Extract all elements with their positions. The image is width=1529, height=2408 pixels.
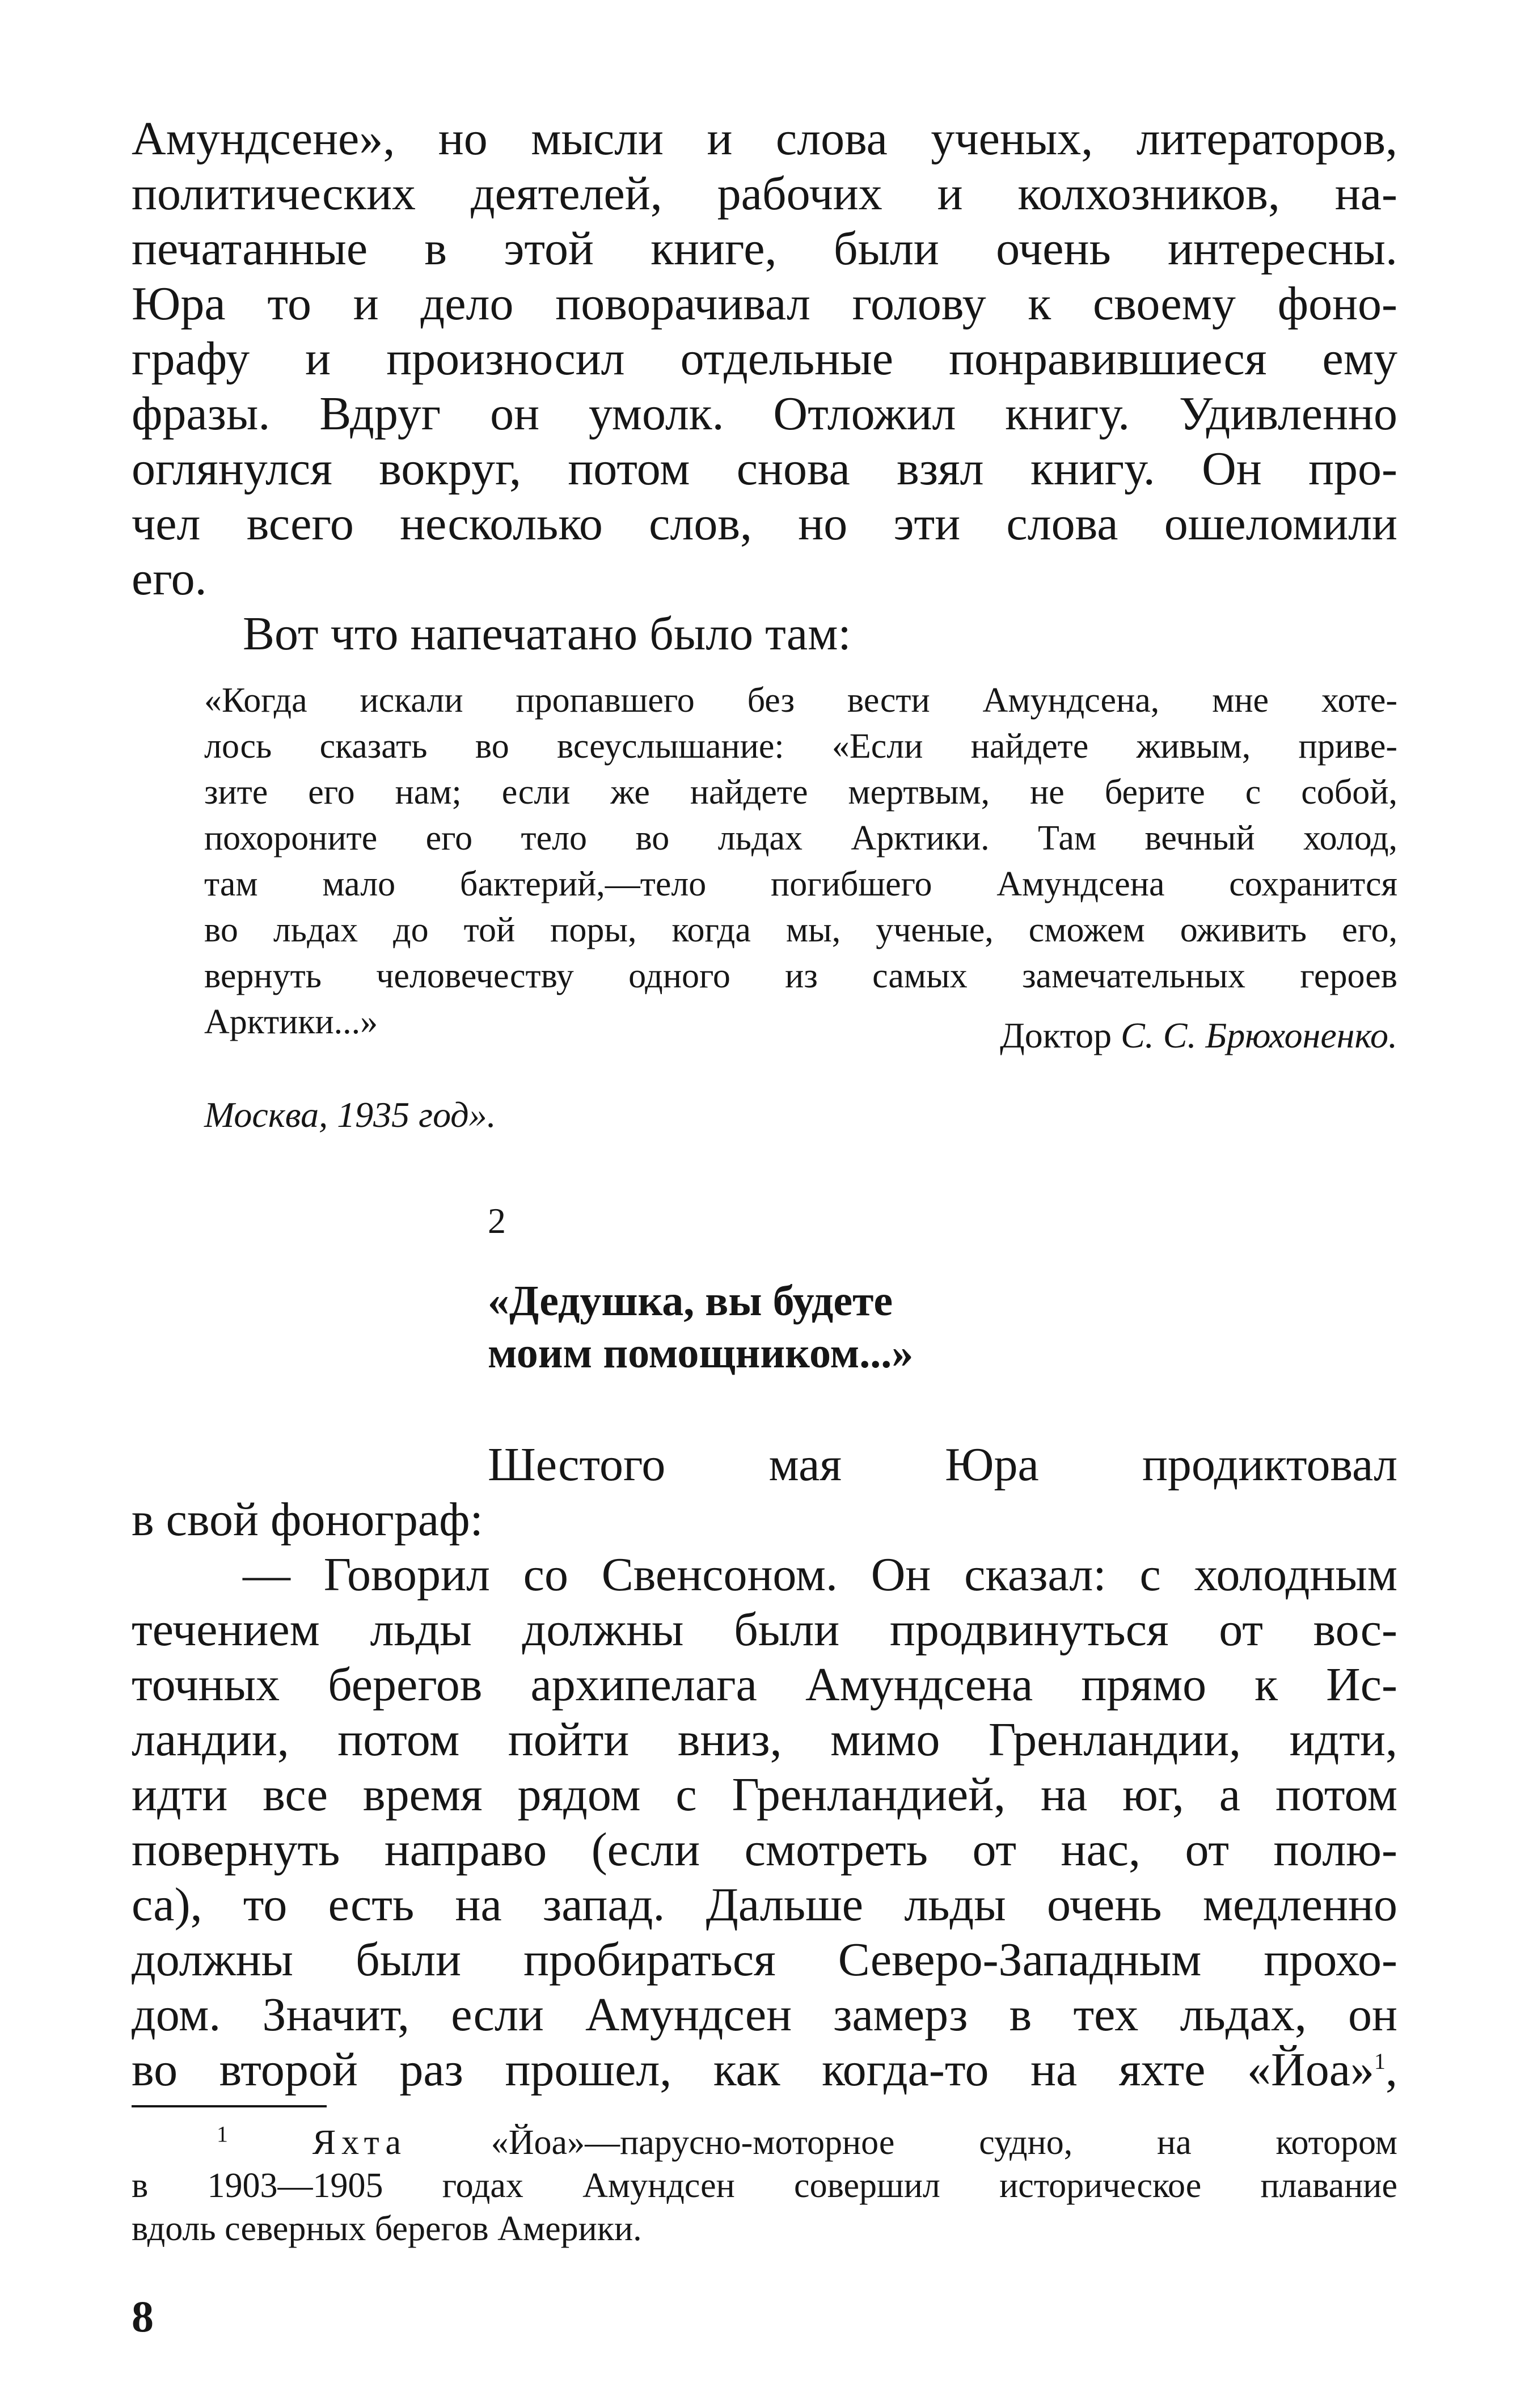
paragraph-line: оглянулся вокруг, потом снова взял книгу. Он про- (132, 442, 1397, 495)
paragraph-line: ландии, потом пойти вниз, мимо Гренландии, идти, (132, 1713, 1397, 1766)
paragraph-line: фразы. Вдруг он умолк. Отложил книгу. Удивленно (132, 387, 1397, 440)
paragraph-line: Юра то и дело поворачивал голову к своему фоно- (132, 277, 1397, 330)
paragraph-line: повернуть направо (если смотреть от нас, от полю- (132, 1823, 1397, 1876)
paragraph-line: течением льды должны были продвинуться от вос- (132, 1603, 1397, 1656)
paragraph-line-with-footnote (132, 2042, 1397, 2097)
paragraph-line: его. (132, 552, 207, 605)
quote-line: «Когда искали пропавшего без вести Амундсена, мне хоте- (204, 681, 1397, 720)
footnote-divider (132, 2105, 327, 2107)
section-number: 2 (488, 1201, 506, 1241)
signature-name: С. С. Брюхоненко. (1121, 1015, 1397, 1055)
paragraph-line: — Говорил со Свенсоном. Он сказал: с холодным (243, 1548, 1397, 1601)
section-title-line: моим помощником...» (488, 1329, 914, 1377)
paragraph-line: в свой фонограф: (132, 1493, 483, 1546)
paragraph-line: чел всего несколько слов, но эти слова ошеломили (132, 497, 1397, 550)
quote-line: там мало бактерий,—тело погибшего Амундсена сохранится (204, 865, 1397, 903)
paragraph-line: Шестого мая Юра продиктовал (488, 1438, 1397, 1491)
paragraph-line: печатанные в этой книге, были очень интересны. (132, 222, 1397, 275)
paragraph-line: точных берегов архипелага Амундсена прямо к Ис- (132, 1658, 1397, 1711)
quote-line: Арктики...» (204, 1003, 378, 1041)
paragraph-line: Вот что напечатано было там: (243, 607, 851, 660)
page-number: 8 (132, 2292, 154, 2341)
paragraph-line: идти все время рядом с Гренландией, на юг, а потом (132, 1768, 1397, 1821)
paragraph-line: дом. Значит, если Амундсен замерз в тех льдах, он (132, 1988, 1397, 2041)
footnote-mark: 1 (217, 2121, 228, 2147)
section-title-line: «Дедушка, вы будете (488, 1277, 893, 1325)
quote-line: зите его нам; если же найдете мертвым, не берите с собой, (204, 773, 1397, 812)
quote-line: вернуть человечеству одного из самых замечательных героев (204, 957, 1397, 995)
section-title (488, 1275, 913, 1379)
quote-line: во льдах до той поры, когда мы, ученые, сможем оживить его, (204, 911, 1397, 949)
paragraph-line: са), то есть на запад. Дальше льды очень медленно (132, 1878, 1397, 1931)
footnote-text: «Йоа»—парусно-моторное судно, на котором (491, 2123, 1398, 2162)
paragraph-line: графу и произносил отдельные понравившиеся ему (132, 332, 1397, 385)
footnote-reference[interactable]: 1 (1374, 2048, 1386, 2074)
paragraph-line-text: во второй раз прошел, как когда-то на яхте «Йоа» (132, 2043, 1374, 2096)
footnote-line: в 1903—1905 годах Амундсен совершил историческое плавание (132, 2166, 1397, 2205)
footnote-term: Яхта (312, 2123, 407, 2162)
footnote-line (132, 2121, 1397, 2164)
quote-signature (1000, 1012, 1397, 1058)
quote-line: лось сказать во всеуслышание: «Если найдете живым, приве- (204, 727, 1397, 766)
paragraph-line: должны были пробираться Северо-Западным прохо- (132, 1933, 1397, 1986)
signature-prefix: Доктор (1000, 1015, 1112, 1055)
paragraph-line: Амундсене», но мысли и слова ученых, литераторов, (132, 112, 1397, 165)
footnote-line: вдоль северных берегов Америки. (132, 2210, 642, 2248)
paragraph-line-tail: , (1386, 2043, 1397, 2096)
quote-line: похороните его тело во льдах Арктики. Там вечный холод, (204, 819, 1397, 857)
quote-place-date: Москва, 1935 год». (204, 1095, 496, 1135)
paragraph-line: политических деятелей, рабочих и колхозников, на- (132, 167, 1397, 220)
